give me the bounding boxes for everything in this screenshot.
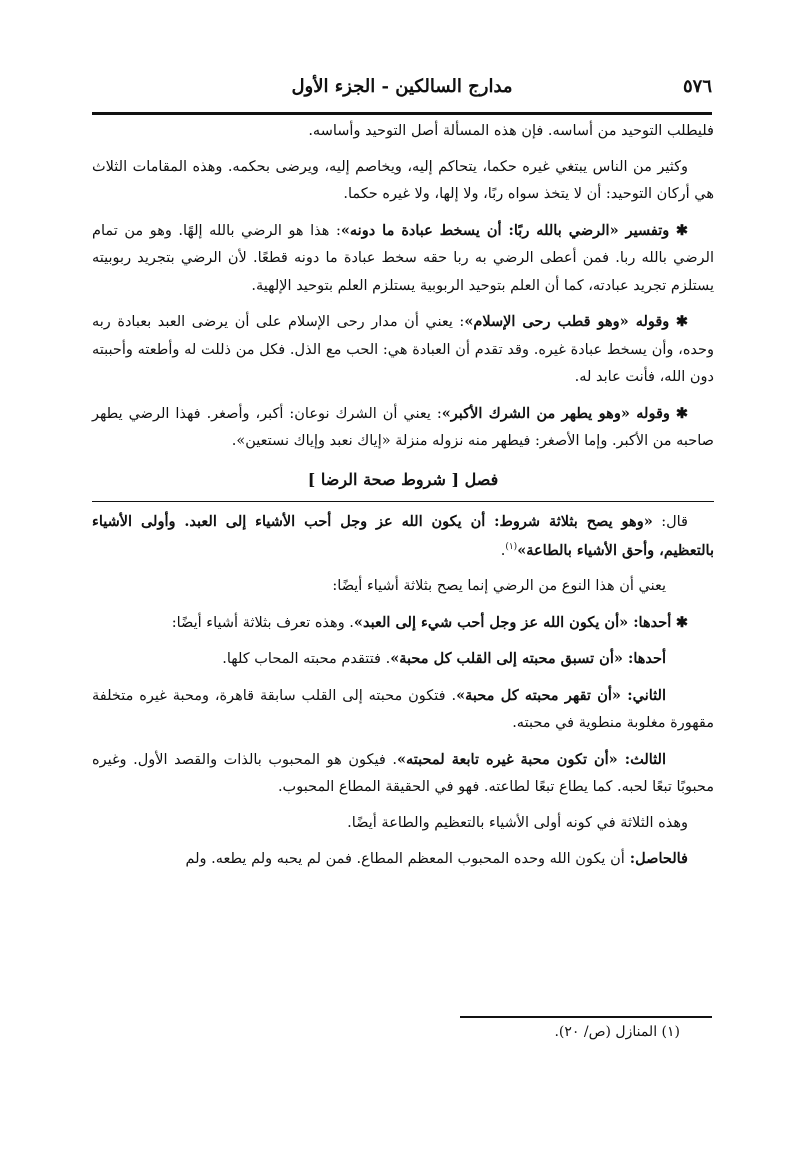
paragraph: الثاني: «أن تقهر محبته كل محبة». فتكون محبته إلى القلب سابقة قاهرة، ومحبة غيره متخلفة مقهورة مغلوبة منطوية في محبته. (92, 686, 714, 731)
paragraph: فالحاصل: أن يكون الله وحده المحبوب المعظم المطاع. فمن لم يحبه ولم يطعه. ولم (185, 850, 688, 867)
star-marker-icon: ✱ (675, 313, 689, 330)
star-marker-icon: ✱ (675, 221, 689, 239)
paragraph: أحدها: «أن تسبق محبته إلى القلب كل محبة». فتتقدم محبته المحاب كلها. (222, 650, 666, 667)
footnote-rule (460, 1016, 712, 1018)
paragraph: فليطلب التوحيد من أساسه. فإن هذه المسألة أصل التوحيد وأساسه. (308, 123, 714, 139)
paragraph: الثالث: «أن تكون محبة غيره تابعة لمحبته». فيكون هو المحبوب بالذات والقصد الأول. وغيره محبوبًا تبعًا لحبه. كما يطاع تبعًا لطاعته. فهو في الحقيقة المطاع المحبوب. (92, 750, 714, 795)
paragraph: ✱ وقوله «وهو قطب رحى الإسلام»: يعني أن مدار رحى الإسلام على أن يرضى العبد بعبادة ربه وحده، وأن يسخط عبادة غيره. وقد تقدم أن العبادة هي: الحب مع الذل. فكل من ذللت له وأطعته وأحببته دون الله، فأنت عابد له. (92, 313, 714, 385)
star-marker-icon: ✱ (675, 613, 688, 631)
star-marker-icon: ✱ (675, 404, 689, 422)
paragraph: قال: «وهو يصح بثلاثة شروط: أن يكون الله عز وجل أحب الأشياء إلى العبد. وأولى الأشياء بالتعظيم، وأحق الأشياء بالطاعة»$^{(١)}$. (92, 513, 714, 559)
paragraph: يعني أن هذا النوع من الرضي إنما يصح بثلاثة أشياء أيضًا: (332, 578, 666, 594)
section-title: فصل [ شروط صحة الرضا ] (307, 469, 499, 489)
page-header (92, 76, 712, 106)
page-number: ٥٧٦ (682, 76, 712, 97)
main-text (92, 118, 714, 874)
paragraph: وكثير من الناس يبتغي غيره حكما، يتحاكم إليه، ويخاصم إليه، ويرضى بحكمه. وهذه المقامات الثلاث هي أركان التوحيد: أن لا يتخذ سواه ربًا، ولا إلها، ولا غيره حكما. (92, 158, 714, 202)
section-rule (92, 501, 714, 502)
paragraph: ✱ وقوله «وهو يطهر من الشرك الأكبر»: يعني أن الشرك نوعان: أكبر، وأصغر. فهذا الرضي يطهر صاحبه من الأكبر. وإما الأصغر: فيطهر منه نزوله منزلة «إياك نعبد وإياك نستعين». (92, 404, 714, 449)
footnote: (١) المنازل (ص/ ٢٠). (554, 1024, 680, 1040)
running-title: مدارج السالكين - الجزء الأول (291, 76, 513, 97)
paragraph: وهذه الثلاثة في كونه أولى الأشياء بالتعظيم والطاعة أيضًا. (347, 814, 688, 831)
paragraph: ✱ وتفسير «الرضي بالله ربًا: أن يسخط عبادة ما دونه»: هذا هو الرضي بالله إلهًا. وهو من تمام الرضي بالله ربا. فمن أعطى الرضي به ربا حقه سخط عبادة ما دونه قطعًا. لأن الرضي بتجريد ربوبيته يستلزم تجريد عبادته، كما أن العلم بتوحيد الربوبية يستلزم العلم بتوحيد الإلهية. (92, 221, 714, 294)
header-rule (92, 112, 712, 115)
footnote-ref: (١) (505, 541, 518, 552)
paragraph: ✱ أحدها: «أن يكون الله عز وجل أحب شيء إلى العبد». وهذه تعرف بثلاثة أشياء أيضًا: (171, 613, 688, 631)
